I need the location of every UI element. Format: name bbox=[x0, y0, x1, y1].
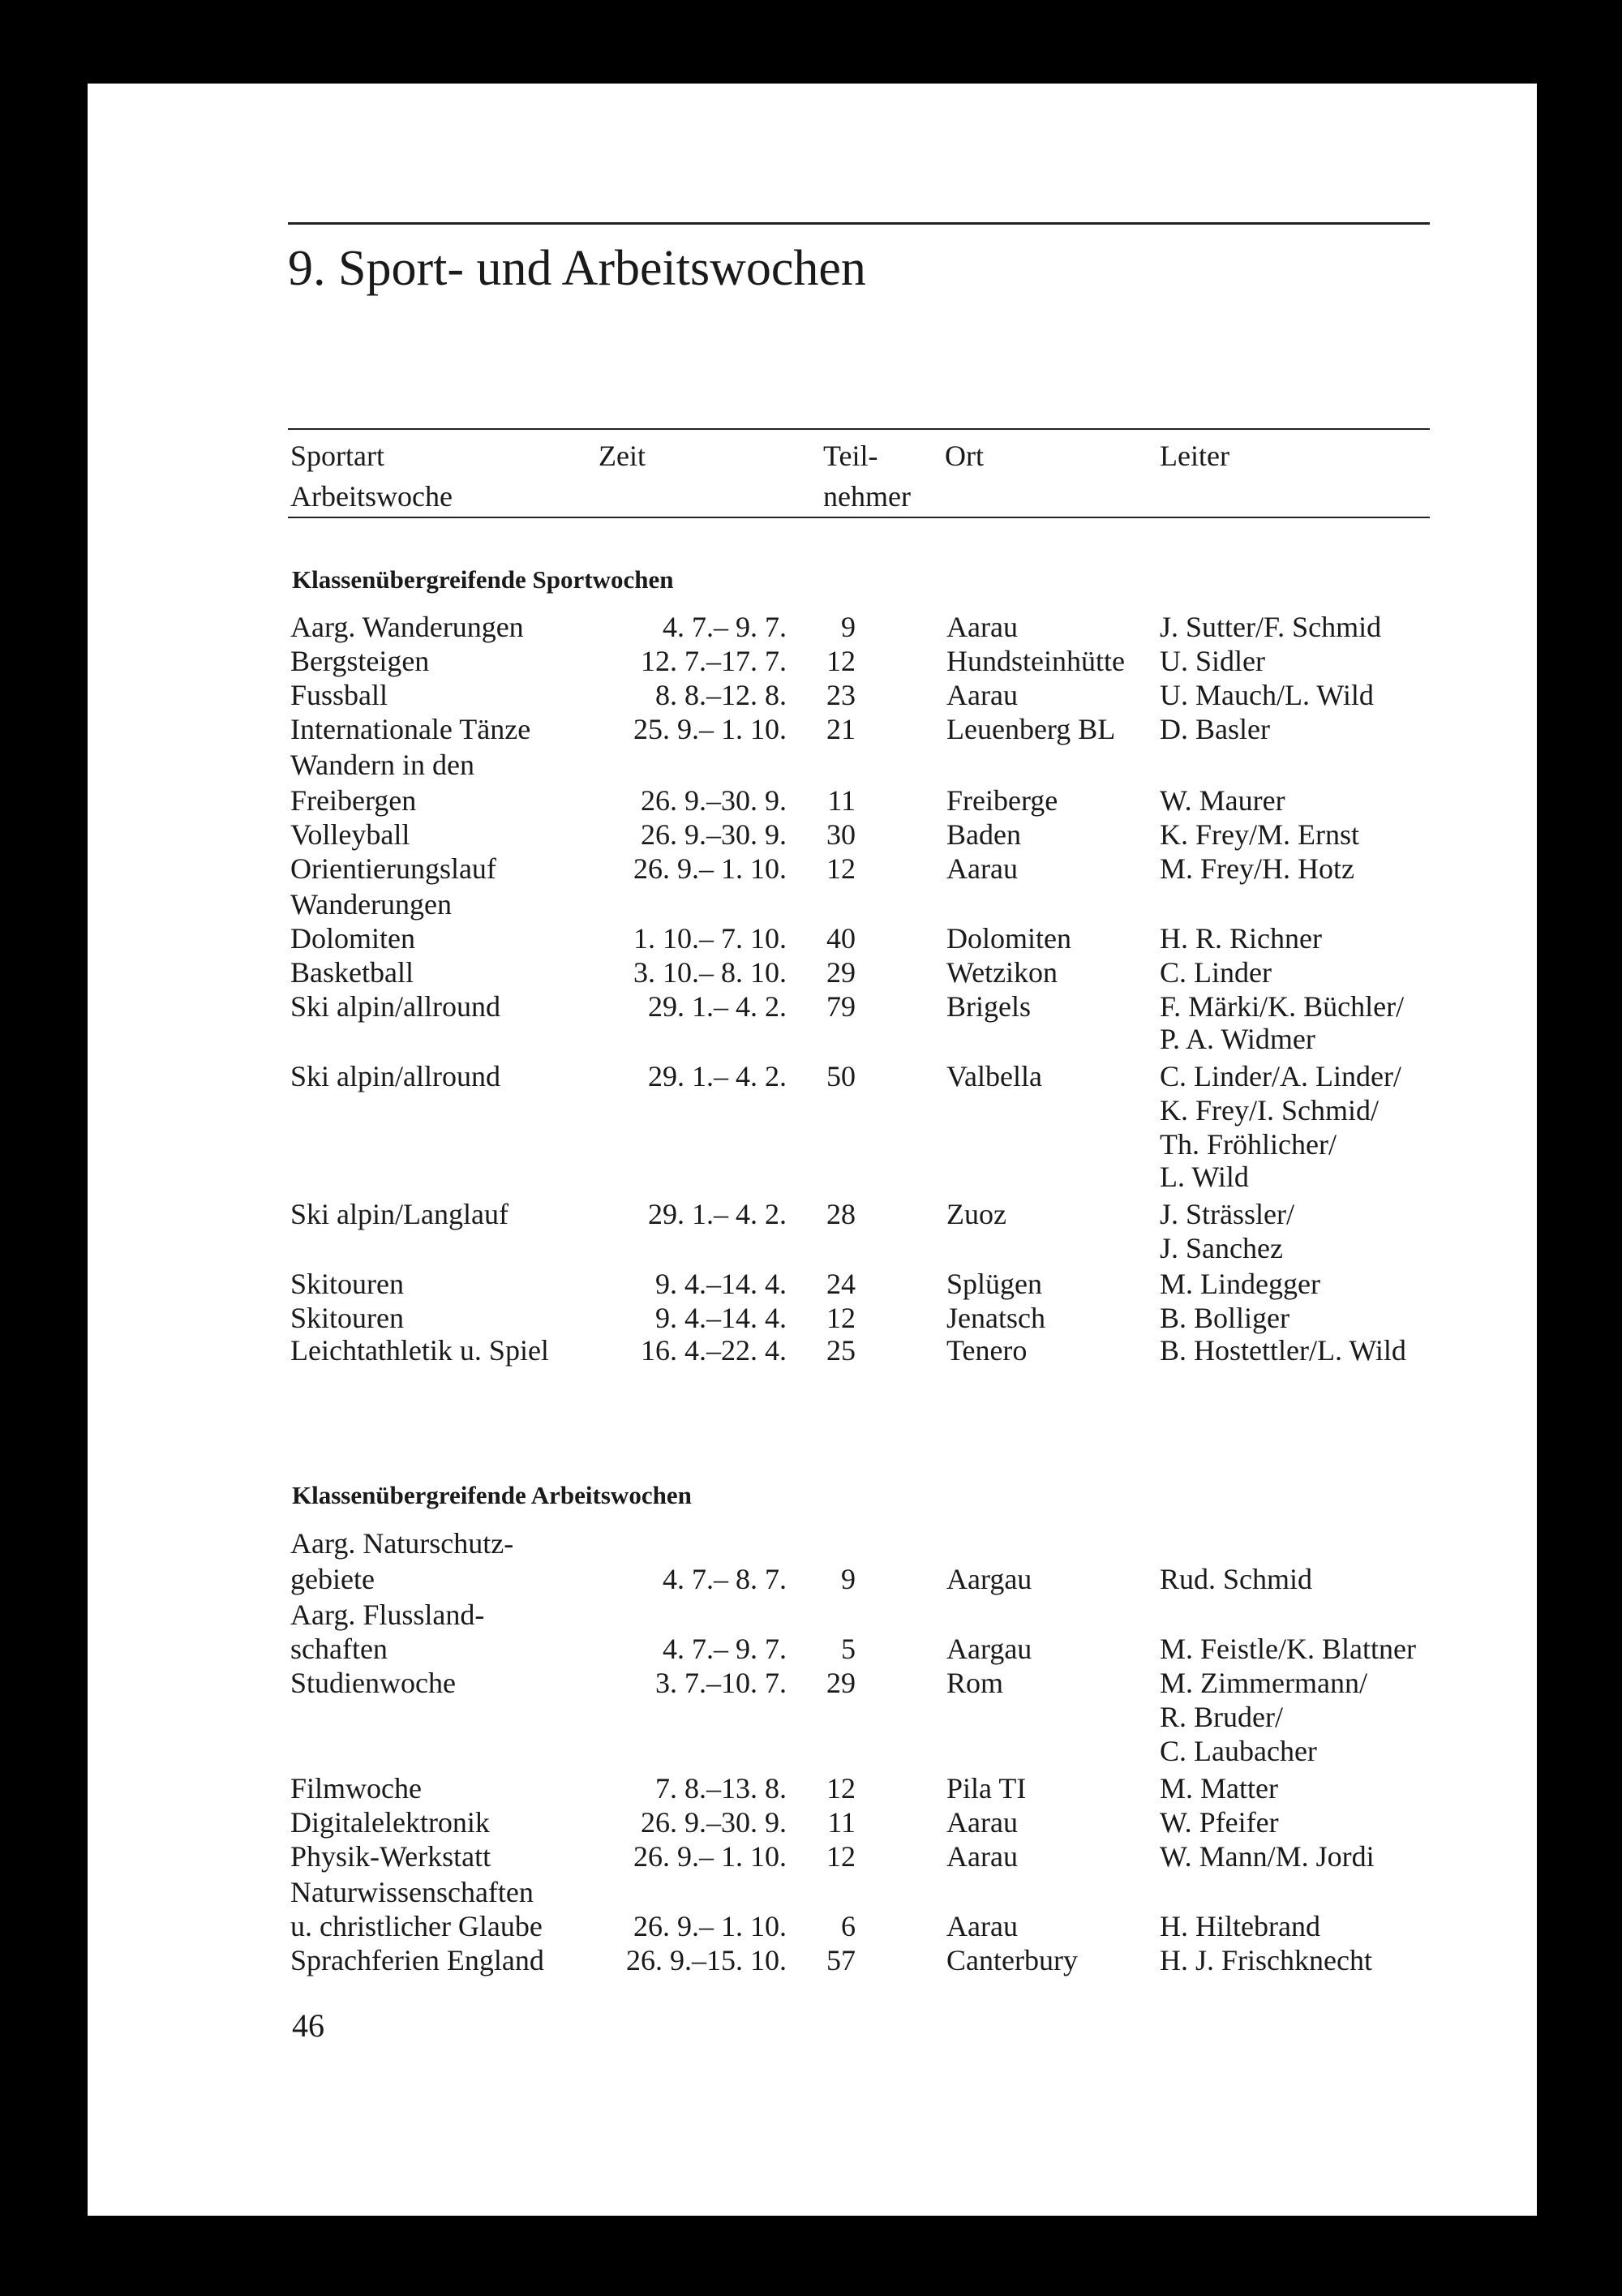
cell-ort: Rom bbox=[946, 1667, 1004, 1699]
cell-ort: Baden bbox=[946, 818, 1021, 851]
cell-leiter: B. Bolliger bbox=[1160, 1302, 1289, 1334]
section-heading-sportwochen: Klassenübergreifende Sportwochen bbox=[292, 565, 674, 594]
cell-zeit: 9. 4.–14. 4. bbox=[655, 1268, 787, 1300]
cell-leiter: L. Wild bbox=[1160, 1161, 1249, 1193]
cell-leiter: Th. Fröhlicher/ bbox=[1160, 1128, 1337, 1161]
cell-ort: Canterbury bbox=[946, 1944, 1078, 1976]
cell-sportart: Internationale Tänze bbox=[290, 713, 531, 745]
cell-leiter: M. Lindegger bbox=[1160, 1268, 1320, 1300]
cell-zeit: 29. 1.– 4. 2. bbox=[648, 990, 787, 1023]
cell-sportart: Studienwoche bbox=[290, 1667, 456, 1699]
cell-teilnehmer: 57 bbox=[826, 1944, 856, 1976]
cell-sportart: Wanderungen bbox=[290, 888, 453, 921]
cell-leiter: C. Linder/A. Linder/ bbox=[1160, 1060, 1401, 1092]
cell-leiter: M. Frey/H. Hotz bbox=[1160, 852, 1354, 885]
cell-ort: Aarau bbox=[946, 611, 1018, 643]
cell-ort: Aarau bbox=[946, 1806, 1018, 1839]
cell-sportart: Fussball bbox=[290, 679, 388, 711]
cell-teilnehmer: 11 bbox=[827, 1806, 856, 1839]
cell-ort: Aarau bbox=[946, 679, 1018, 711]
header-sportart: Sportart bbox=[290, 440, 384, 472]
cell-sportart: Bergsteigen bbox=[290, 645, 430, 677]
table-header-bottom-rule bbox=[288, 517, 1430, 518]
cell-leiter: U. Sidler bbox=[1160, 645, 1265, 677]
cell-zeit: 26. 9.– 1. 10. bbox=[633, 1910, 787, 1942]
cell-sportart: Filmwoche bbox=[290, 1772, 422, 1805]
cell-zeit: 16. 4.–22. 4. bbox=[641, 1334, 787, 1367]
cell-teilnehmer: 28 bbox=[826, 1198, 856, 1230]
cell-ort: Pila TI bbox=[946, 1772, 1027, 1805]
cell-teilnehmer: 5 bbox=[841, 1633, 856, 1665]
cell-teilnehmer: 24 bbox=[826, 1268, 856, 1300]
cell-ort: Dolomiten bbox=[946, 922, 1071, 955]
cell-teilnehmer: 50 bbox=[826, 1060, 856, 1092]
cell-leiter: M. Matter bbox=[1160, 1772, 1278, 1805]
page-title: 9. Sport- und Arbeitswochen bbox=[288, 241, 866, 296]
section-heading-arbeitswochen: Klassenübergreifende Arbeitswochen bbox=[292, 1481, 692, 1509]
cell-teilnehmer: 12 bbox=[826, 1840, 856, 1873]
cell-teilnehmer: 25 bbox=[826, 1334, 856, 1367]
cell-sportart: Skitouren bbox=[290, 1268, 404, 1300]
header-teil: Teil- bbox=[823, 440, 878, 472]
cell-sportart: Aarg. Naturschutz- bbox=[290, 1527, 514, 1560]
cell-teilnehmer: 12 bbox=[826, 1772, 856, 1805]
cell-zeit: 25. 9.– 1. 10. bbox=[633, 713, 787, 745]
cell-sportart: Ski alpin/allround bbox=[290, 990, 500, 1023]
cell-sportart: u. christlicher Glaube bbox=[290, 1910, 543, 1942]
cell-leiter: K. Frey/M. Ernst bbox=[1160, 818, 1359, 851]
cell-zeit: 26. 9.–30. 9. bbox=[641, 784, 787, 817]
cell-teilnehmer: 21 bbox=[826, 713, 856, 745]
cell-zeit: 8. 8.–12. 8. bbox=[655, 679, 787, 711]
cell-leiter: W. Mann/M. Jordi bbox=[1160, 1840, 1375, 1873]
cell-teilnehmer: 6 bbox=[841, 1910, 856, 1942]
cell-zeit: 12. 7.–17. 7. bbox=[641, 645, 787, 677]
cell-ort: Zuoz bbox=[946, 1198, 1006, 1230]
cell-leiter: H. Hiltebrand bbox=[1160, 1910, 1320, 1942]
cell-teilnehmer: 30 bbox=[826, 818, 856, 851]
cell-teilnehmer: 23 bbox=[826, 679, 856, 711]
cell-leiter: H. J. Frischknecht bbox=[1160, 1944, 1372, 1976]
cell-teilnehmer: 29 bbox=[826, 1667, 856, 1699]
header-arbeitswoche: Arbeitswoche bbox=[290, 480, 453, 513]
cell-zeit: 26. 9.–15. 10. bbox=[626, 1944, 787, 1976]
cell-zeit: 7. 8.–13. 8. bbox=[655, 1772, 787, 1805]
cell-leiter: B. Hostettler/L. Wild bbox=[1160, 1334, 1406, 1367]
cell-leiter: C. Linder bbox=[1160, 956, 1272, 989]
cell-teilnehmer: 29 bbox=[826, 956, 856, 989]
cell-ort: Aarau bbox=[946, 852, 1018, 885]
cell-leiter: W. Pfeifer bbox=[1160, 1806, 1279, 1839]
cell-leiter: R. Bruder/ bbox=[1160, 1701, 1283, 1733]
cell-teilnehmer: 12 bbox=[826, 645, 856, 677]
cell-zeit: 3. 10.– 8. 10. bbox=[633, 956, 787, 989]
cell-sportart: Freibergen bbox=[290, 784, 417, 817]
cell-sportart: Skitouren bbox=[290, 1302, 404, 1334]
cell-sportart: gebiete bbox=[290, 1563, 375, 1595]
cell-leiter: J. Sanchez bbox=[1160, 1232, 1283, 1264]
cell-ort: Aarau bbox=[946, 1910, 1018, 1942]
cell-teilnehmer: 9 bbox=[841, 611, 856, 643]
cell-leiter: K. Frey/I. Schmid/ bbox=[1160, 1094, 1379, 1127]
cell-sportart: Physik-Werkstatt bbox=[290, 1840, 491, 1873]
cell-ort: Aarau bbox=[946, 1840, 1018, 1873]
table-header-top-rule bbox=[288, 428, 1430, 430]
cell-sportart: Aarg. Flussland- bbox=[290, 1599, 485, 1631]
cell-leiter: J. Strässler/ bbox=[1160, 1198, 1294, 1230]
cell-zeit: 26. 9.–30. 9. bbox=[641, 818, 787, 851]
cell-teilnehmer: 11 bbox=[827, 784, 856, 817]
cell-sportart: Leichtathletik u. Spiel bbox=[290, 1334, 549, 1367]
cell-sportart: Orientierungslauf bbox=[290, 852, 496, 885]
cell-sportart: schaften bbox=[290, 1633, 388, 1665]
cell-leiter: M. Zimmermann/ bbox=[1160, 1667, 1367, 1699]
header-zeit: Zeit bbox=[599, 440, 646, 472]
cell-zeit: 4. 7.– 9. 7. bbox=[663, 611, 787, 643]
cell-sportart: Ski alpin/allround bbox=[290, 1060, 500, 1092]
cell-teilnehmer: 9 bbox=[841, 1563, 856, 1595]
cell-sportart: Naturwissenschaften bbox=[290, 1876, 534, 1908]
cell-sportart: Basketball bbox=[290, 956, 414, 989]
cell-ort: Splügen bbox=[946, 1268, 1043, 1300]
cell-zeit: 4. 7.– 8. 7. bbox=[663, 1563, 787, 1595]
cell-teilnehmer: 12 bbox=[826, 852, 856, 885]
cell-zeit: 26. 9.–30. 9. bbox=[641, 1806, 787, 1839]
cell-sportart: Volleyball bbox=[290, 818, 410, 851]
cell-leiter: W. Maurer bbox=[1160, 784, 1285, 817]
cell-teilnehmer: 12 bbox=[826, 1302, 856, 1334]
cell-ort: Tenero bbox=[946, 1334, 1028, 1367]
cell-zeit: 4. 7.– 9. 7. bbox=[663, 1633, 787, 1665]
cell-ort: Hundsteinhütte bbox=[946, 645, 1125, 677]
cell-zeit: 29. 1.– 4. 2. bbox=[648, 1060, 787, 1092]
cell-ort: Leuenberg BL bbox=[946, 713, 1116, 745]
cell-ort: Freiberge bbox=[946, 784, 1058, 817]
cell-leiter: P. A. Widmer bbox=[1160, 1023, 1315, 1055]
cell-teilnehmer: 79 bbox=[826, 990, 856, 1023]
cell-leiter: D. Basler bbox=[1160, 713, 1270, 745]
header-leiter: Leiter bbox=[1160, 440, 1229, 472]
cell-ort: Valbella bbox=[946, 1060, 1042, 1092]
title-top-rule bbox=[288, 222, 1430, 225]
cell-sportart: Wandern in den bbox=[290, 749, 475, 781]
cell-zeit: 3. 7.–10. 7. bbox=[655, 1667, 787, 1699]
cell-sportart: Sprachferien England bbox=[290, 1944, 544, 1976]
cell-zeit: 9. 4.–14. 4. bbox=[655, 1302, 787, 1334]
cell-sportart: Digitalelektronik bbox=[290, 1806, 490, 1839]
header-nehmer: nehmer bbox=[823, 480, 911, 513]
cell-leiter: M. Feistle/K. Blattner bbox=[1160, 1633, 1416, 1665]
cell-leiter: C. Laubacher bbox=[1160, 1735, 1317, 1767]
cell-ort: Jenatsch bbox=[946, 1302, 1045, 1334]
header-ort: Ort bbox=[945, 440, 984, 472]
cell-leiter: U. Mauch/L. Wild bbox=[1160, 679, 1374, 711]
cell-ort: Aargau bbox=[946, 1633, 1032, 1665]
cell-sportart: Dolomiten bbox=[290, 922, 415, 955]
cell-zeit: 1. 10.– 7. 10. bbox=[633, 922, 787, 955]
cell-leiter: H. R. Richner bbox=[1160, 922, 1322, 955]
cell-sportart: Aarg. Wanderungen bbox=[290, 611, 524, 643]
cell-zeit: 26. 9.– 1. 10. bbox=[633, 852, 787, 885]
cell-leiter: F. Märki/K. Büchler/ bbox=[1160, 990, 1405, 1023]
cell-ort: Brigels bbox=[946, 990, 1031, 1023]
cell-leiter: Rud. Schmid bbox=[1160, 1563, 1313, 1595]
cell-zeit: 29. 1.– 4. 2. bbox=[648, 1198, 787, 1230]
cell-teilnehmer: 40 bbox=[826, 922, 856, 955]
cell-ort: Aargau bbox=[946, 1563, 1032, 1595]
cell-leiter: J. Sutter/F. Schmid bbox=[1160, 611, 1382, 643]
cell-ort: Wetzikon bbox=[946, 956, 1058, 989]
cell-zeit: 26. 9.– 1. 10. bbox=[633, 1840, 787, 1873]
cell-sportart: Ski alpin/Langlauf bbox=[290, 1198, 508, 1230]
page-number: 46 bbox=[292, 2007, 324, 2044]
